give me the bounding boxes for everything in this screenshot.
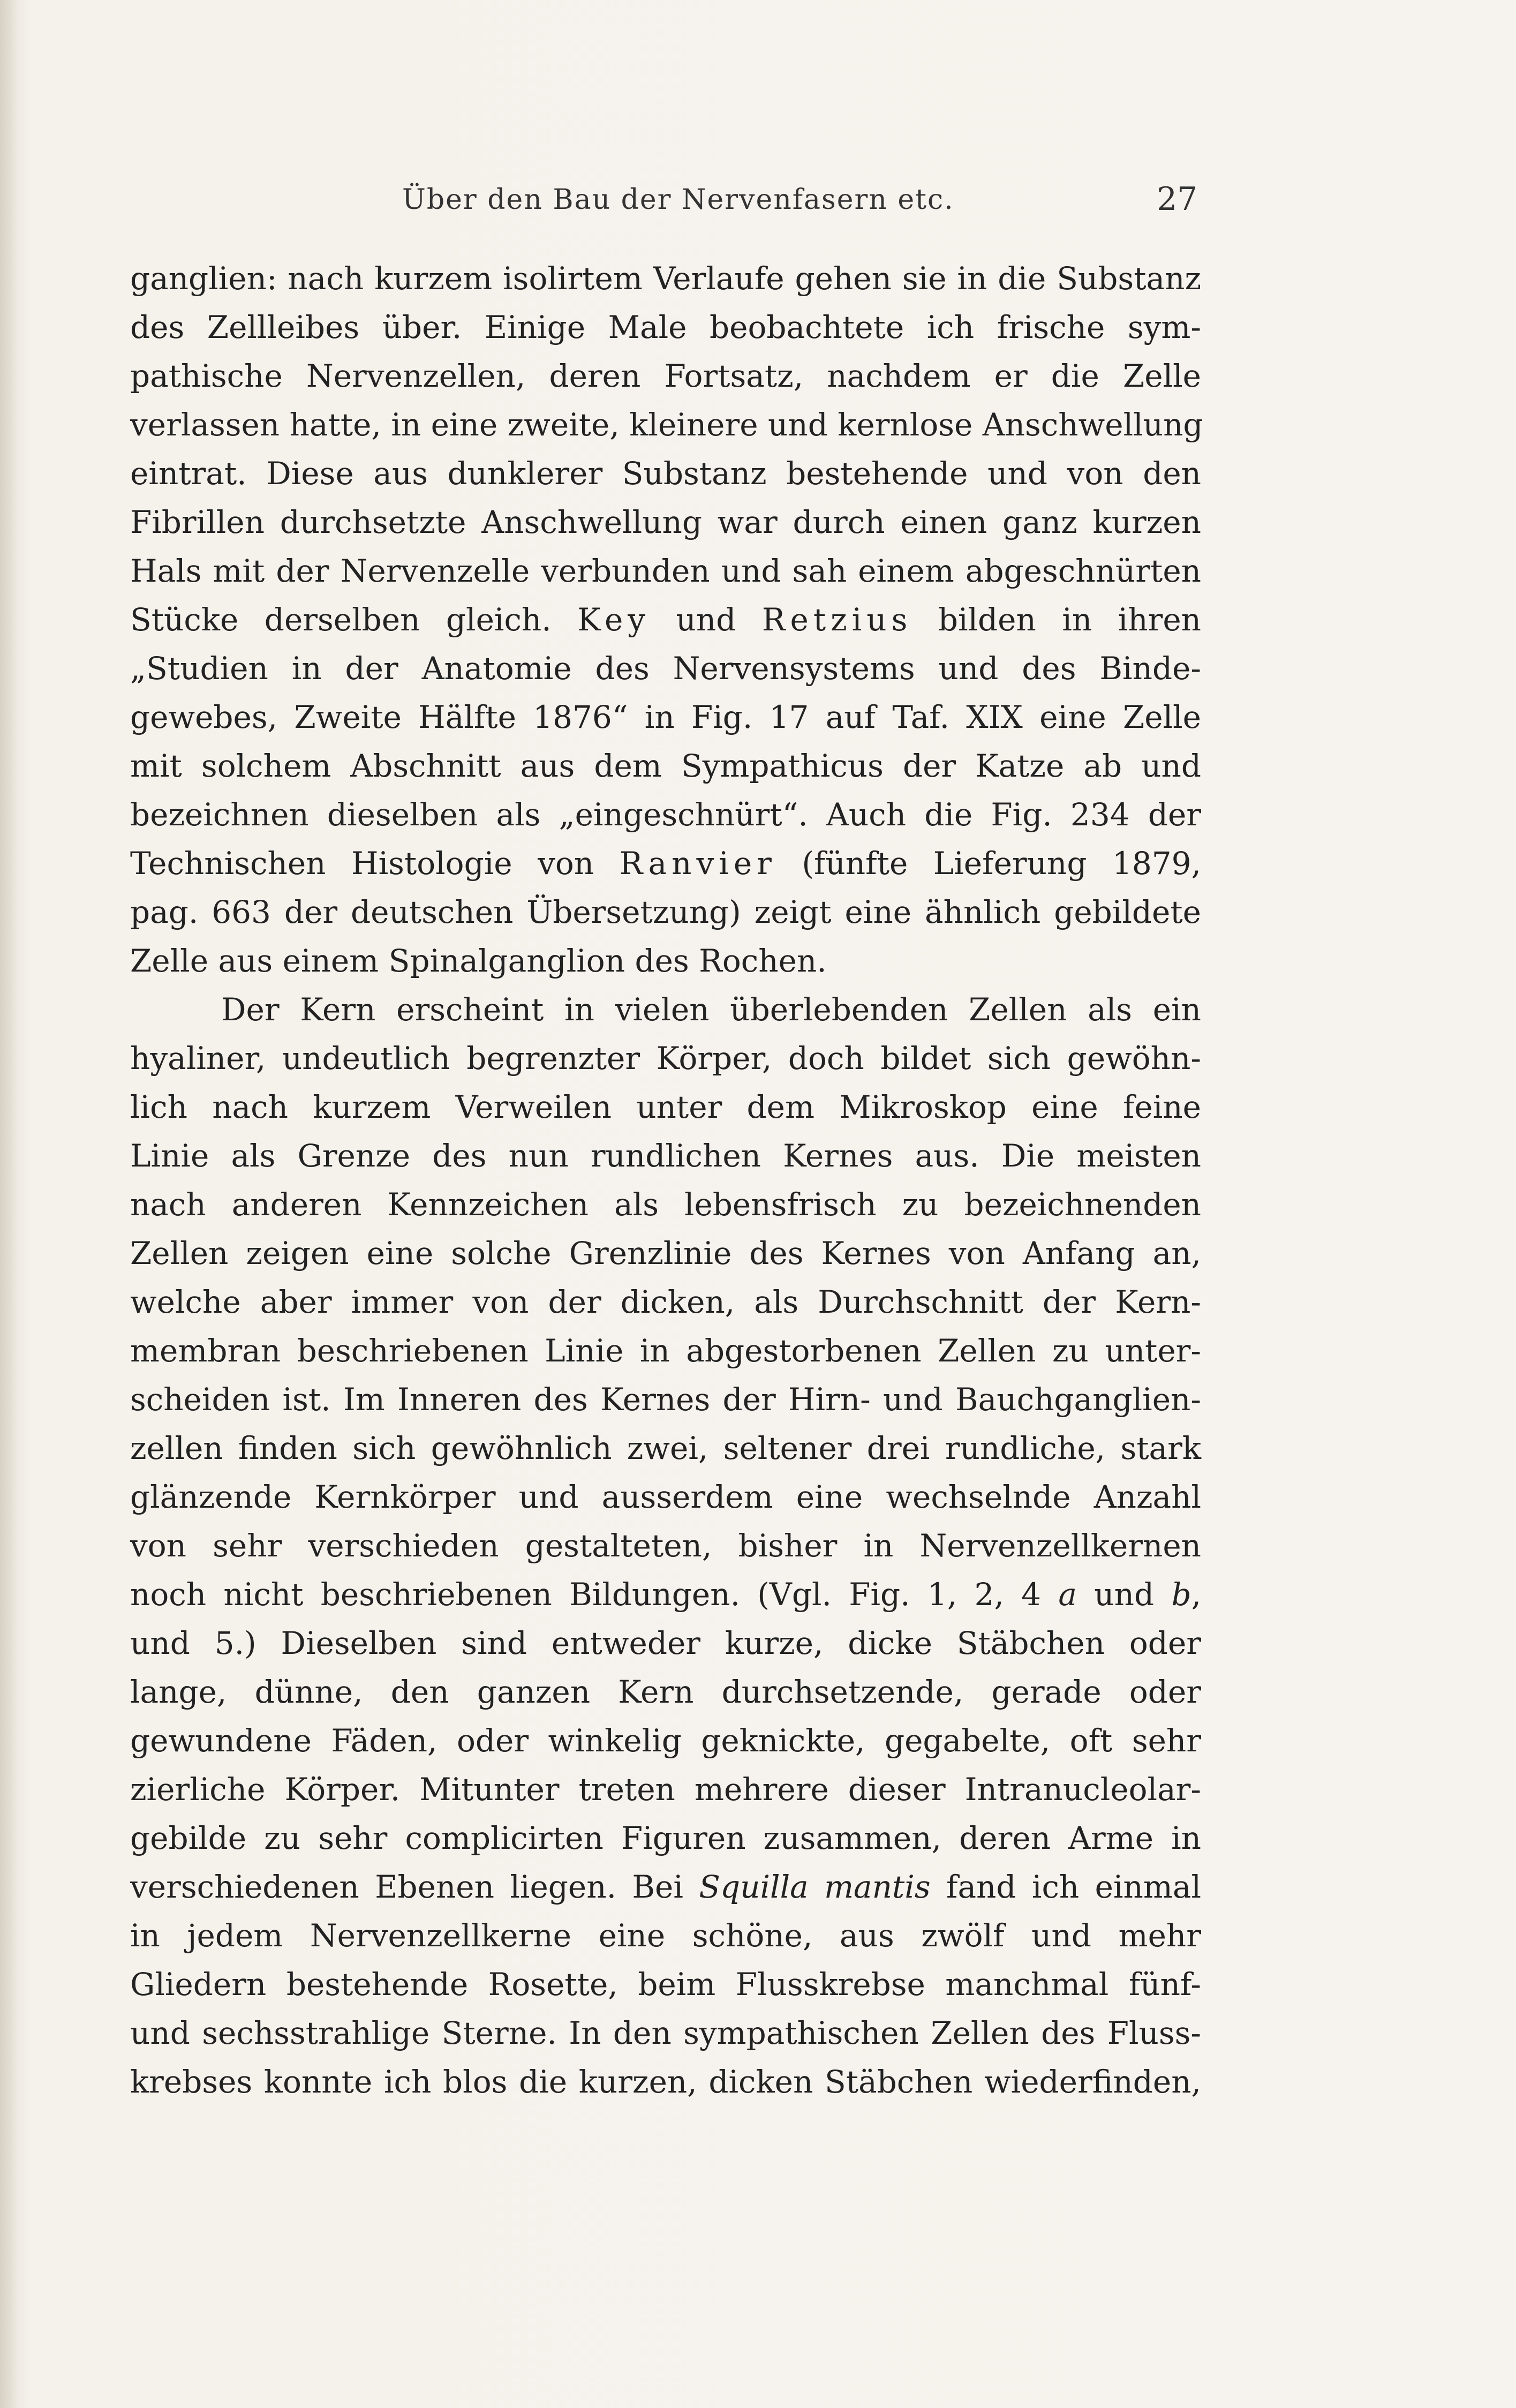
spaced-author-name: Retzius (761, 601, 912, 638)
italic-species-name: Squilla mantis (699, 1869, 931, 1905)
text-line: zierliche Körper. Mitunter treten mehrere dieser Intranucleolar- (130, 1771, 1201, 1808)
italic-figure-label: b (1171, 1576, 1191, 1613)
text-line: gewebes, Zweite Hälfte 1876“ in Fig. 17 auf Taf. XIX eine Zelle (130, 699, 1201, 735)
text-line: Fibrillen durchsetzte Anschwellung war durch einen ganz kurzen (130, 504, 1201, 540)
text-line: Zellen zeigen eine solche Grenzlinie des Kernes von Anfang an, (130, 1235, 1201, 1271)
spaced-author-name: Key (577, 601, 651, 638)
text-run: und (1076, 1576, 1172, 1613)
text-line: in jedem Nervenzellkerne eine schöne, aus zwölf und mehr (130, 1917, 1201, 1954)
text-line (130, 1863, 1201, 1912)
text-run: fand ich einmal (930, 1869, 1202, 1905)
text-line: pag. 663 der deutschen Übersetzung) zeigt eine ähnlich gebildete (130, 894, 1201, 930)
text-line: gewundene Fäden, oder winkelig geknickte, gegabelte, oft sehr (130, 1722, 1201, 1759)
text-run: Stücke derselben gleich. (130, 601, 578, 638)
text-line: Linie als Grenze des nun rundlichen Kernes aus. Die meisten (130, 1138, 1201, 1174)
text-line: pathische Nervenzellen, deren Fortsatz, nachdem er die Zelle (130, 358, 1201, 394)
text-line: bezeichnen dieselben als „eingeschnürt“. Auch die Fig. 234 der (130, 796, 1201, 833)
text-line: des Zellleibes über. Einige Male beobachtete ich frische sym- (130, 309, 1201, 345)
page-header (130, 174, 1201, 233)
text-run: bilden in ihren (912, 601, 1201, 638)
page-number: 27 (1157, 180, 1198, 218)
text-run: noch nicht beschriebenen Bildungen. (Vgl. Fig. 1, 2, 4 (130, 1576, 1059, 1613)
text-line: „Studien in der Anatomie des Nervensystems und des Binde- (130, 650, 1201, 687)
text-line: verlassen hatte, in eine zweite, kleinere und kernlose Anschwellung (130, 407, 1203, 443)
text-line: lich nach kurzem Verweilen unter dem Mikroskop eine feine (130, 1089, 1201, 1125)
text-line: von sehr verschieden gestalteten, bisher in Nervenzellkernen (130, 1527, 1201, 1564)
text-line: scheiden ist. Im Inneren des Kernes der Hirn- und Bauchganglien- (130, 1381, 1201, 1418)
text-run: verschiedenen Ebenen liegen. Bei (130, 1869, 699, 1905)
text-line: und 5.) Dieselben sind entweder kurze, dicke Stäbchen oder (130, 1625, 1201, 1661)
page-gutter-shadow (0, 0, 18, 2408)
text-line: glänzende Kernkörper und ausserdem eine wechselnde Anzahl (130, 1479, 1201, 1515)
text-line: krebses konnte ich blos die kurzen, dicken Stäbchen wiederfinden, (130, 2064, 1201, 2100)
text-line (130, 1570, 1201, 1619)
text-line: lange, dünne, den ganzen Kern durchsetzende, gerade oder (130, 1674, 1201, 1710)
text-run: Technischen Histologie von (130, 845, 620, 882)
body-text (130, 254, 1201, 2106)
text-line: nach anderen Kennzeichen als lebensfrisch zu bezeichnenden (130, 1186, 1201, 1223)
text-line: hyaliner, undeutlich begrenzter Körper, doch bildet sich gewöhn- (130, 1040, 1201, 1077)
text-line: und sechsstrahlige Sterne. In den sympathischen Zellen des Fluss- (130, 2015, 1201, 2051)
text-run: , (1191, 1576, 1202, 1613)
italic-figure-label: a (1058, 1576, 1077, 1613)
running-title: Über den Bau der Nervenfasern etc. (402, 184, 954, 216)
text-run: und (650, 601, 762, 638)
text-line (130, 596, 1201, 644)
text-line: mit solchem Abschnitt aus dem Sympathicus der Katze ab und (130, 748, 1201, 784)
text-line: welche aber immer von der dicken, als Durchschnitt der Kern- (130, 1284, 1201, 1320)
text-line: membran beschriebenen Linie in abgestorbenen Zellen zu unter- (130, 1333, 1201, 1369)
text-run: (fünfte Lieferung 1879, (776, 845, 1201, 882)
text-line: ganglien: nach kurzem isolirtem Verlaufe gehen sie in die Substanz (130, 260, 1201, 297)
spaced-author-name: Ranvier (619, 845, 776, 882)
text-line: eintrat. Diese aus dunklerer Substanz bestehende und von den (130, 455, 1201, 492)
text-line: Gliedern bestehende Rosette, beim Flusskrebse manchmal fünf- (130, 1966, 1201, 2003)
text-line: gebilde zu sehr complicirten Figuren zusammen, deren Arme in (130, 1820, 1201, 1856)
text-line (130, 839, 1201, 888)
text-line: Hals mit der Nervenzelle verbunden und sah einem abgeschnürten (130, 553, 1201, 589)
text-line: Der Kern erscheint in vielen überlebenden Zellen als ein (221, 991, 1201, 1028)
text-line: Zelle aus einem Spinalganglion des Rochen. (130, 943, 827, 979)
text-line: zellen finden sich gewöhnlich zwei, seltener drei rundliche, stark (130, 1430, 1201, 1466)
